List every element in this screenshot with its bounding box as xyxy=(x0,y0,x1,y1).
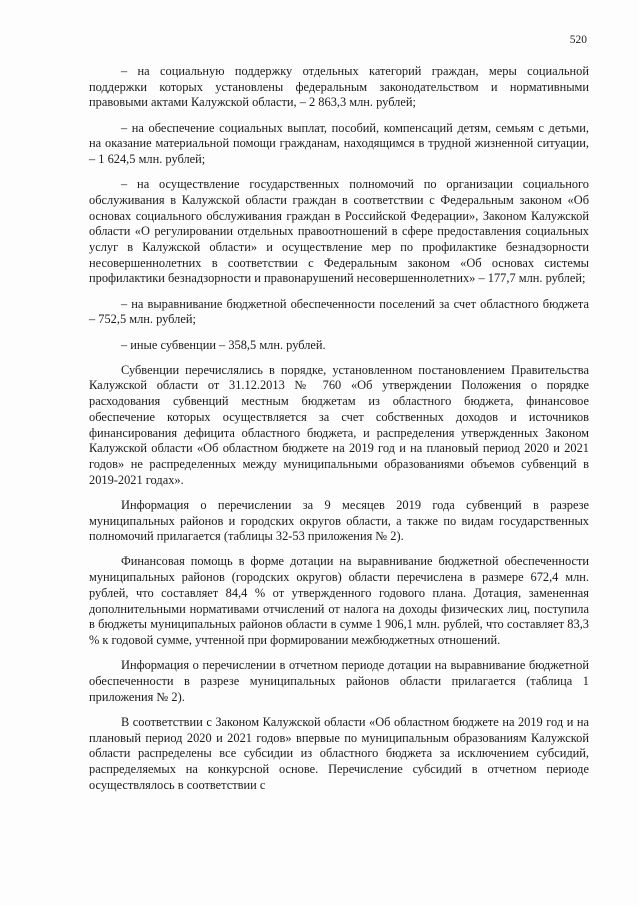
paragraph-subsidies-law: В соответствии с Законом Калужской области «Об областном бюджете на 2019 год и на плановый период 2020 и 2021 годов» впервые по муниципальным образованиям Калужской области распределены все субсидии из областного бюджета за исключением субсидий, распределяемых на конкурсной основе. Перечисление субсидий в отчетном периоде осуществлялось в соответствии с xyxy=(89,714,589,792)
paragraph-social-payments: – на обеспечение социальных выплат, пособий, компенсаций детям, семьям с детьми, на оказание материальной помощи гражданам, находящимся в трудной жизненной ситуации, – 1 624,5 млн. рублей; xyxy=(89,120,589,167)
paragraph-subvention-info: Информация о перечислении за 9 месяцев 2019 года субвенций в разрезе муниципальных районов и городских округов области, а также по видам государственных полномочий прилагается (таблицы 32-53 приложения № 2). xyxy=(89,497,589,544)
paragraph-state-powers: – на осуществление государственных полномочий по организации социального обслуживания в Калужской области граждан в соответствии с Федеральным законом «Об основах социального обслуживания граждан в Российской Федерации», Законом Калужской области «О регулировании отдельных правоотношений в сфере предоставления социальных услуг в Калужской области» и осуществление мер по профилактике безнадзорности несовершеннолетних в соответствии с Федеральным законом «Об основах системы профилактики безнадзорности и правонарушений несовершеннолетних» – 177,7 млн. рублей; xyxy=(89,177,589,286)
paragraph-other-subventions: – иные субвенции – 358,5 млн. рублей. xyxy=(121,337,326,352)
paragraph-subvention-procedure: Субвенции перечислялись в порядке, установленном постановлением Правительства Калужской области от 31.12.2013 № 760 «Об утверждении Положения о порядке расходования субвенций местным бюджетам из областного бюджета, финансовое обеспечение которых осуществляется за счет собственных доходов и источников финансирования дефицита областного бюджета, и распределения утвержденных Законом Калужской области «Об областном бюджете на 2019 год и на плановый период 2020 и 2021 годов» не распределенных между муниципальными образованиями объемов субвенций в 2019-2021 годах». xyxy=(89,362,589,487)
paragraph-social-support: – на социальную поддержку отдельных категорий граждан, меры социальной поддержки которых установлены федеральным законодательством и нормативными правовыми актами Калужской области, – 2 863,3 млн. рублей; xyxy=(89,64,589,110)
page-number: 520 xyxy=(569,34,587,46)
paragraph-equalization: – на выравнивание бюджетной обеспеченности поселений за счет областного бюджета – 752,5 млн. рублей; xyxy=(89,296,589,327)
document-body xyxy=(89,64,589,803)
paragraph-dotation-info: Информация о перечислении в отчетном периоде дотации на выравнивание бюджетной обеспеченности в разрезе муниципальных районов области прилагается (таблица 1 приложения № 2). xyxy=(89,658,589,704)
paragraph-financial-aid: Финансовая помощь в форме дотации на выравнивание бюджетной обеспеченности муниципальных районов (городских округов) области перечислена в размере 672,4 млн. рублей, что составляет 84,4 % от утвержденного годового плана. Дотация, замененная дополнительными нормативами отчислений от налога на доходы физических лиц, поступила в бюджеты муниципальных районов области в сумме 1 906,1 млн. рублей, что составляет 83,3 % к годовой сумме, учтенной при формировании межбюджетных отношений. xyxy=(89,554,589,647)
